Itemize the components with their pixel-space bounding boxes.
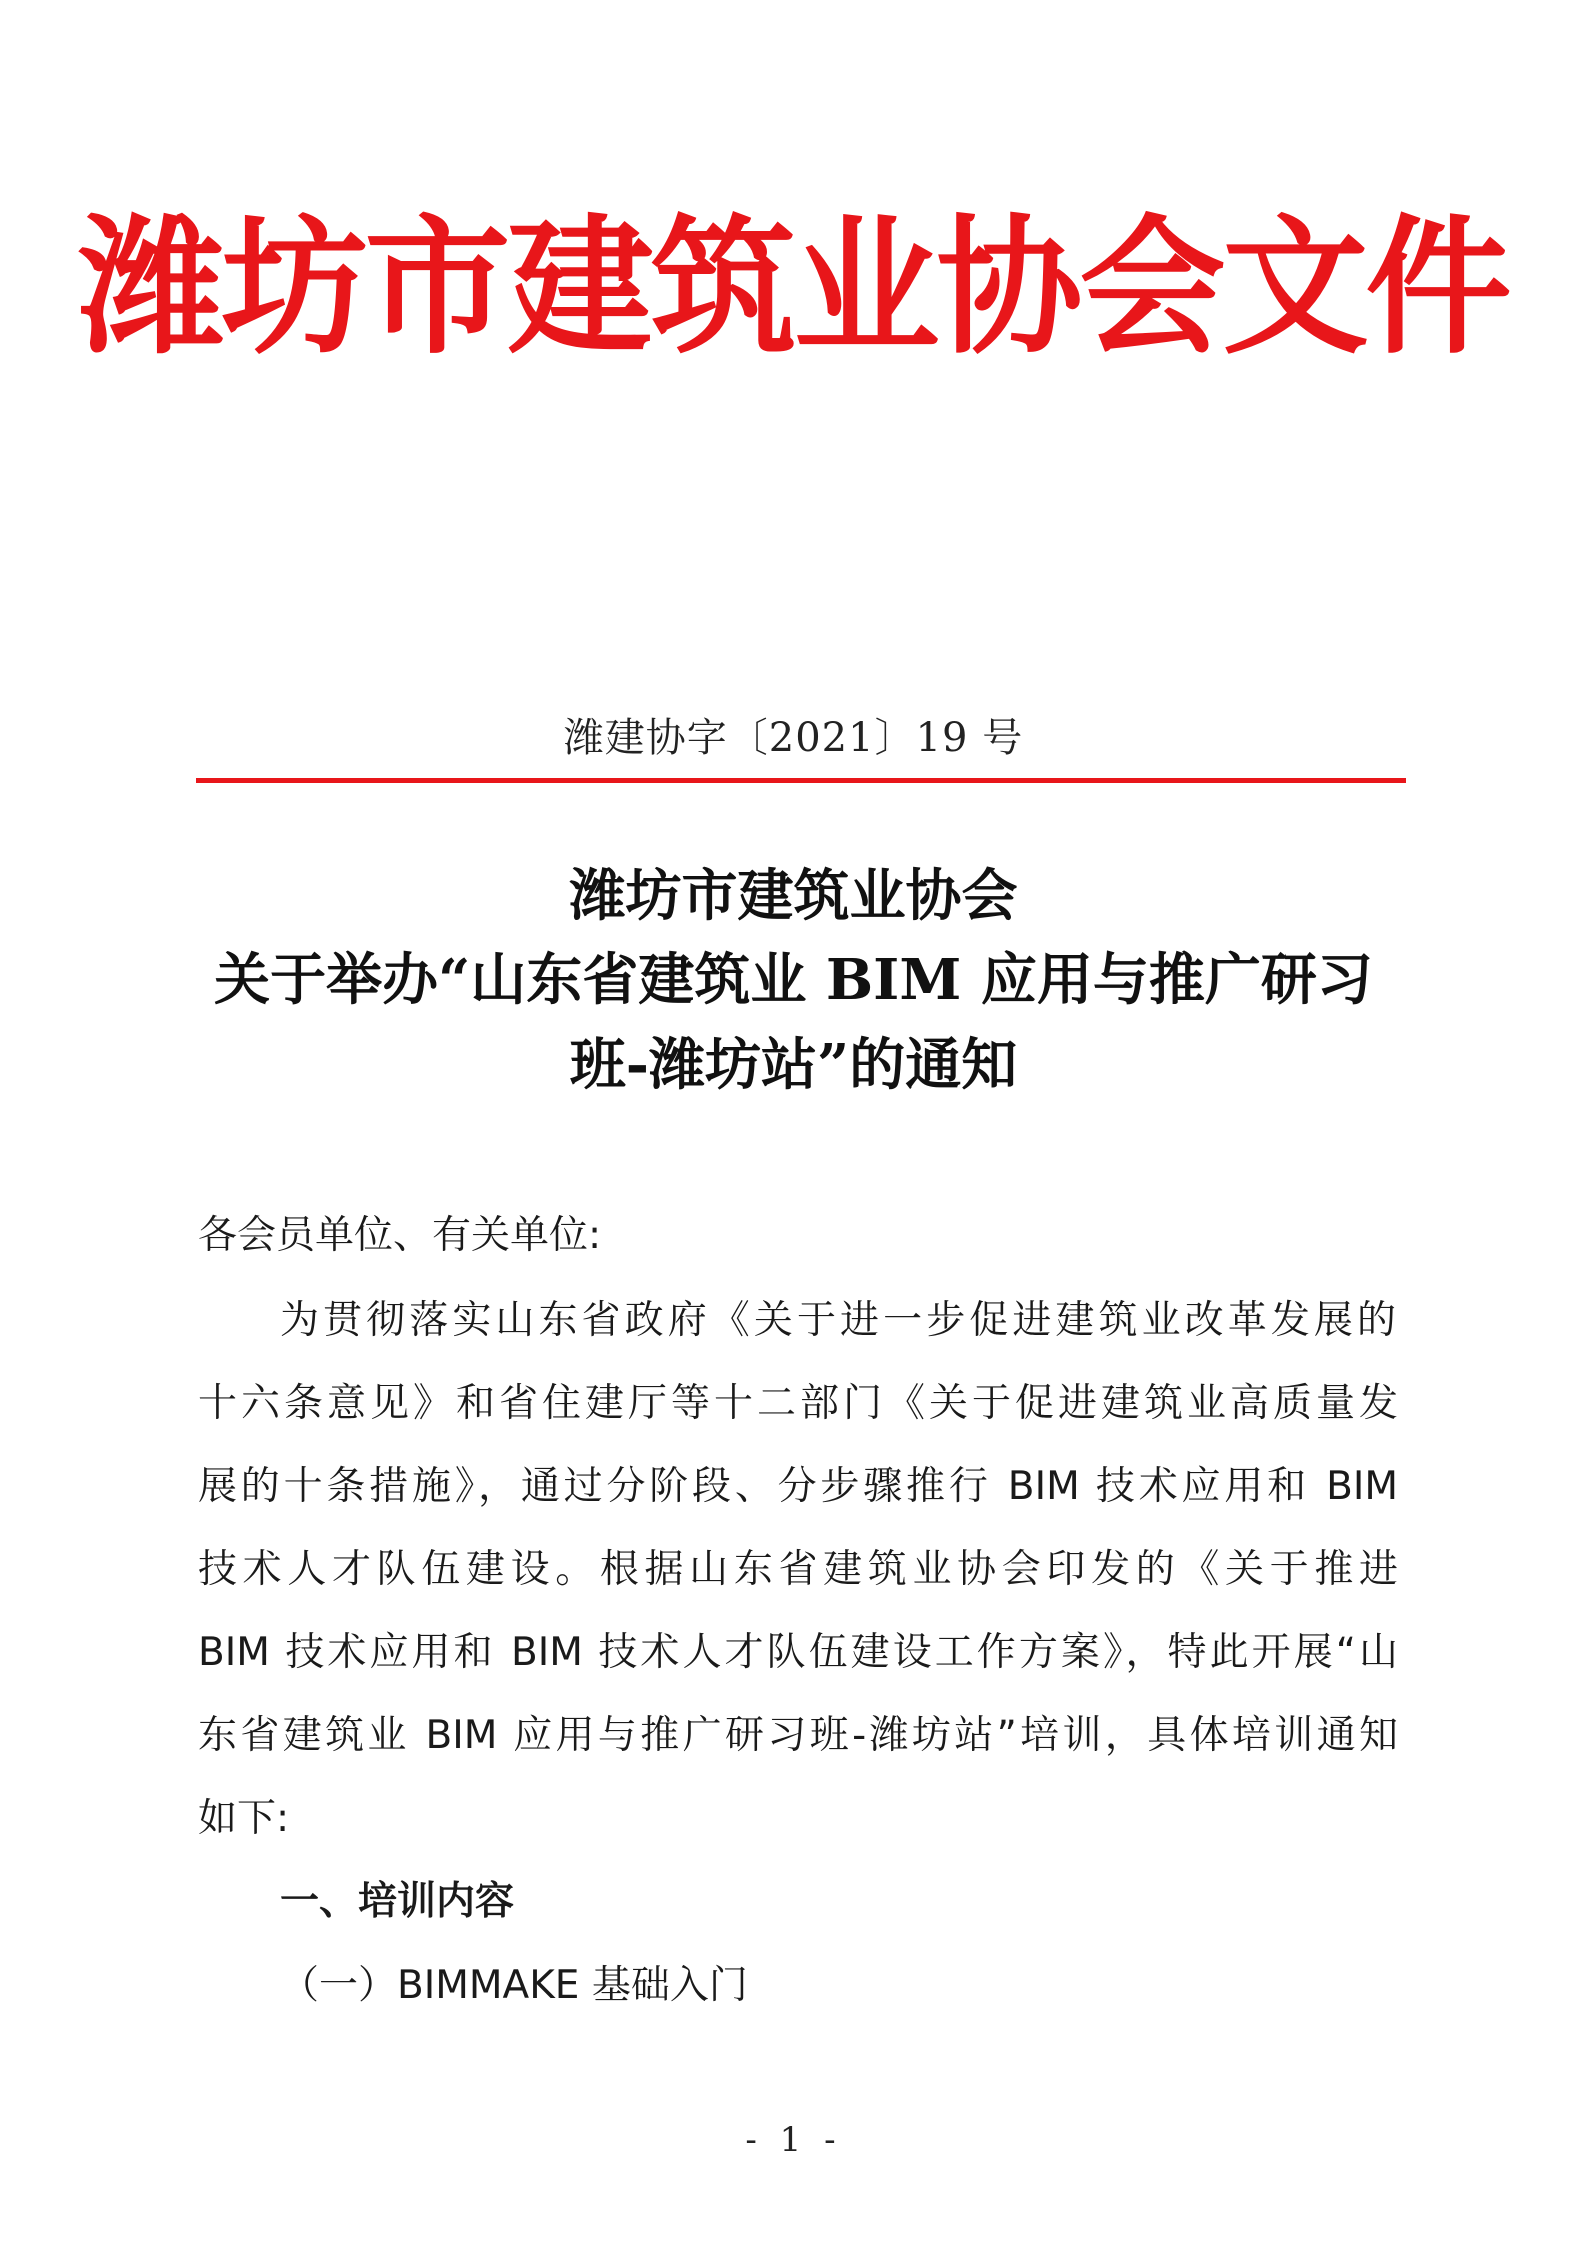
notice-title-line-2: 关于举办“山东省建筑业 BIM 应用与推广研习 bbox=[214, 947, 1373, 1013]
page-number: - 1 - bbox=[745, 2120, 842, 2160]
section-heading: 一、培训内容 bbox=[280, 1879, 515, 1924]
notice-title-line-3: 班-潍坊站”的通知 bbox=[569, 1032, 1018, 1098]
body-line-1: 为贯彻落实山东省政府《关于进一步促进建筑业改革发展的 bbox=[280, 1298, 1396, 1343]
notice-title-line-1: 潍坊市建筑业协会 bbox=[569, 863, 1018, 929]
document-number: 潍建协字〔2021〕19 号 bbox=[563, 715, 1024, 761]
body-line-3: 展的十条措施》，通过分阶段、分步骤推行 BIM 技术应用和 BIM bbox=[198, 1464, 1398, 1509]
body-line-7: 如下: bbox=[198, 1796, 290, 1841]
salutation: 各会员单位、有关单位: bbox=[198, 1213, 602, 1258]
body-line-5: BIM 技术应用和 BIM 技术人才队伍建设工作方案》，特此开展“山 bbox=[198, 1630, 1398, 1675]
body-line-6: 东省建筑业 BIM 应用与推广研习班-潍坊站”培训，具体培训通知 bbox=[198, 1713, 1398, 1758]
body-line-4: 技术人才队伍建设。根据山东省建筑业协会印发的《关于推进 bbox=[198, 1547, 1398, 1592]
red-divider-line bbox=[196, 778, 1406, 783]
masthead-title: 潍坊市建筑业协会文件 bbox=[78, 200, 1509, 375]
subsection-heading: （一）BIMMAKE 基础入门 bbox=[280, 1963, 748, 2008]
body-line-2: 十六条意见》和省住建厅等十二部门《关于促进建筑业高质量发 bbox=[198, 1381, 1398, 1426]
